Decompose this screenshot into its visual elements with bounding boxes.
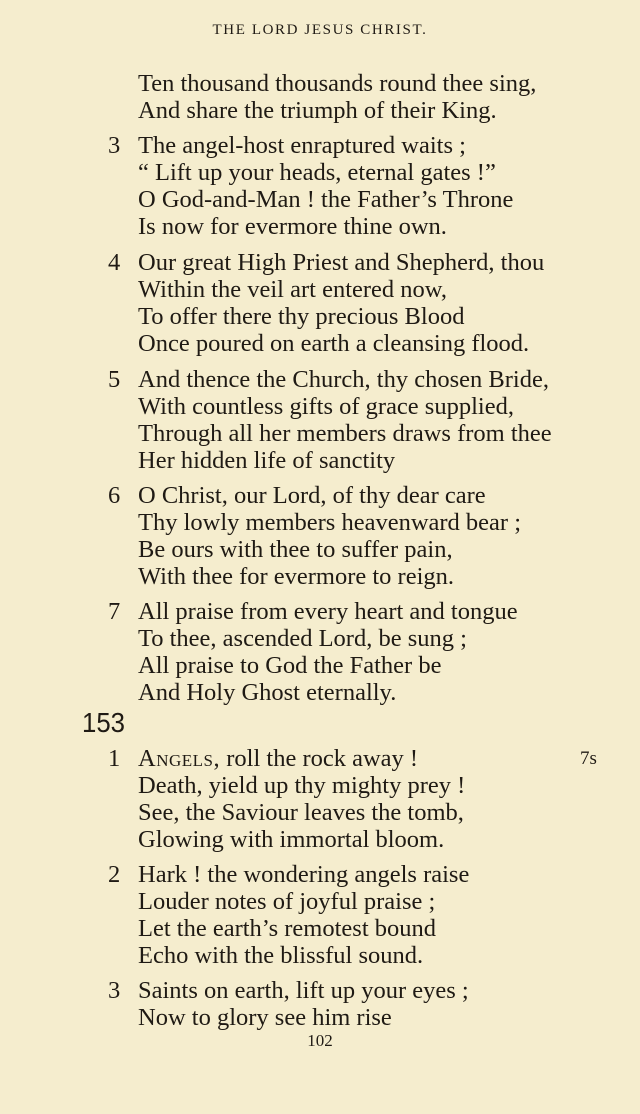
verse-line: All praise from every heart and tongue [138,598,518,625]
verse-line: To thee, ascended Lord, be sung ; [138,625,467,652]
verse-line [138,745,418,772]
verse-line: Thy lowly members heavenward bear ; [138,509,522,536]
verse-line: With countless gifts of grace supplied, [138,393,514,420]
verse-line: See, the Saviour leaves the tomb, [138,799,464,826]
verse-line: Once poured on earth a cleansing flood. [138,330,530,357]
stanza-number: 3 [108,977,121,1004]
verse-line: Within the veil art entered now, [138,276,448,303]
verse-line: Is now for evermore thine own. [138,213,447,240]
stanza-number: 3 [108,132,121,159]
verse-line: The angel-host enraptured waits ; [138,132,466,159]
verse-line: Her hidden life of sanctity [138,447,396,474]
stanza-number: 2 [108,861,121,888]
stanza-number: 5 [108,366,121,393]
verse-line: Hark ! the wondering angels raise [138,861,470,888]
verse-line: Our great High Priest and Shepherd, thou [138,249,545,276]
verse-line: Louder notes of joyful praise ; [138,888,436,915]
stanza-number: 7 [108,598,121,625]
verse-line: And share the triumph of their King. [138,97,497,124]
first-word-small-caps: Angels, [138,745,221,772]
verse-line: Glowing with immortal bloom. [138,826,445,853]
verse-line: And thence the Church, thy chosen Bride, [138,366,549,393]
verse-line: Through all her members draws from thee [138,420,552,447]
verse-line: Saints on earth, lift up your eyes ; [138,977,469,1004]
verse-line: O God-and-Man ! the Father’s Throne [138,186,514,213]
stanza-number: 6 [108,482,121,509]
hymn-number: 153 [82,707,125,738]
first-line-rest: roll the rock away ! [220,745,419,772]
verse-line: Death, yield up thy mighty prey ! [138,772,466,799]
verse-line: Now to glory see him rise [138,1004,392,1031]
verse-line: Let the earth’s remotest bound [138,915,436,942]
running-head: THE LORD JESUS CHRIST. [212,22,428,38]
verse-line: Ten thousand thousands round thee sing, [138,70,537,97]
verse-line: And Holy Ghost eternally. [138,679,397,706]
verse-line: “ Lift up your heads, eternal gates !” [138,159,496,186]
hymn-meter: 7s [580,748,597,769]
verse-line: With thee for evermore to reign. [138,563,455,590]
verse-line: Echo with the blissful sound. [138,942,424,969]
stanza-number: 1 [108,745,121,772]
stanza-number: 4 [108,249,121,276]
verse-line: All praise to God the Father be [138,652,442,679]
verse-line: Be ours with thee to suffer pain, [138,536,453,563]
page-number: 102 [307,1031,333,1050]
verse-line: O Christ, our Lord, of thy dear care [138,482,486,509]
verse-line: To offer there thy precious Blood [138,303,465,330]
